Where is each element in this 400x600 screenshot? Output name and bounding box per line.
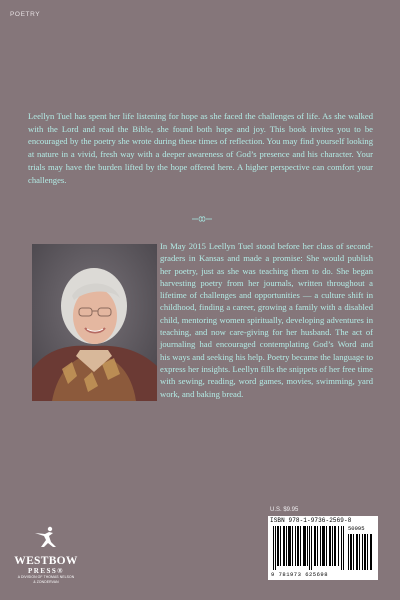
isbn-number: ISBN 978-1-9736-2569-8 — [270, 517, 352, 524]
barcode-ean-number: 9 781973 625698 — [271, 571, 329, 578]
book-description: Leellyn Tuel has spent her life listening for hope as she faced the challenges of life. As she walked with the Lord and read the Bible, she found both hope and joy. This book invites you to be encouraged by the poetry she wrote during these times of reflection. You may find yourself looking at nature in a vivid, fresh way with a deeper awareness of God’s presence and his character. Your trials may have the burden lifted by the hope offered here. A higher perspective can comfort your challenges. — [28, 111, 373, 185]
author-bio — [29, 240, 373, 404]
publisher-division-line1: A DIVISION OF THOMAS NELSON — [17, 575, 75, 579]
barcode — [268, 516, 378, 580]
publisher-name: WESTBOW — [14, 555, 78, 567]
barcode-bars-icon — [272, 526, 374, 570]
ornament-divider-icon — [190, 214, 214, 224]
publisher-press: PRESS® — [27, 567, 64, 575]
price-label: U.S. $9.95 — [270, 507, 299, 513]
publisher-division-line2: & ZONDERVAN — [33, 579, 59, 584]
author-bio-text: In May 2015 Leellyn Tuel stood before her class of second-graders in Kansas and made a promise: She would publish her poetry, just as she was teaching them to do. She began harvesting poetry from her journals, written throughout a lifetime of challenges and opportunities — a culture shift in childhood, finding a career, growing a family with a disabled child, mentoring women spiritually, developing adventures in teaching, and now care-giving for her husband. The act of journaling had encouraged contemplating God’s Word and his ways and seeking his help. Poetry became the language to express her insights. Leellyn fills the snippets of her free time with sewing, reading, word games, movies, swimming, yard work, and baking bread. — [160, 241, 373, 399]
publisher-logo — [14, 526, 78, 584]
barcode-addon-number: 50995 — [348, 525, 365, 532]
westbow-figure-icon — [31, 526, 61, 548]
genre-label: POETRY — [10, 11, 41, 18]
photo-spacer — [29, 240, 160, 404]
